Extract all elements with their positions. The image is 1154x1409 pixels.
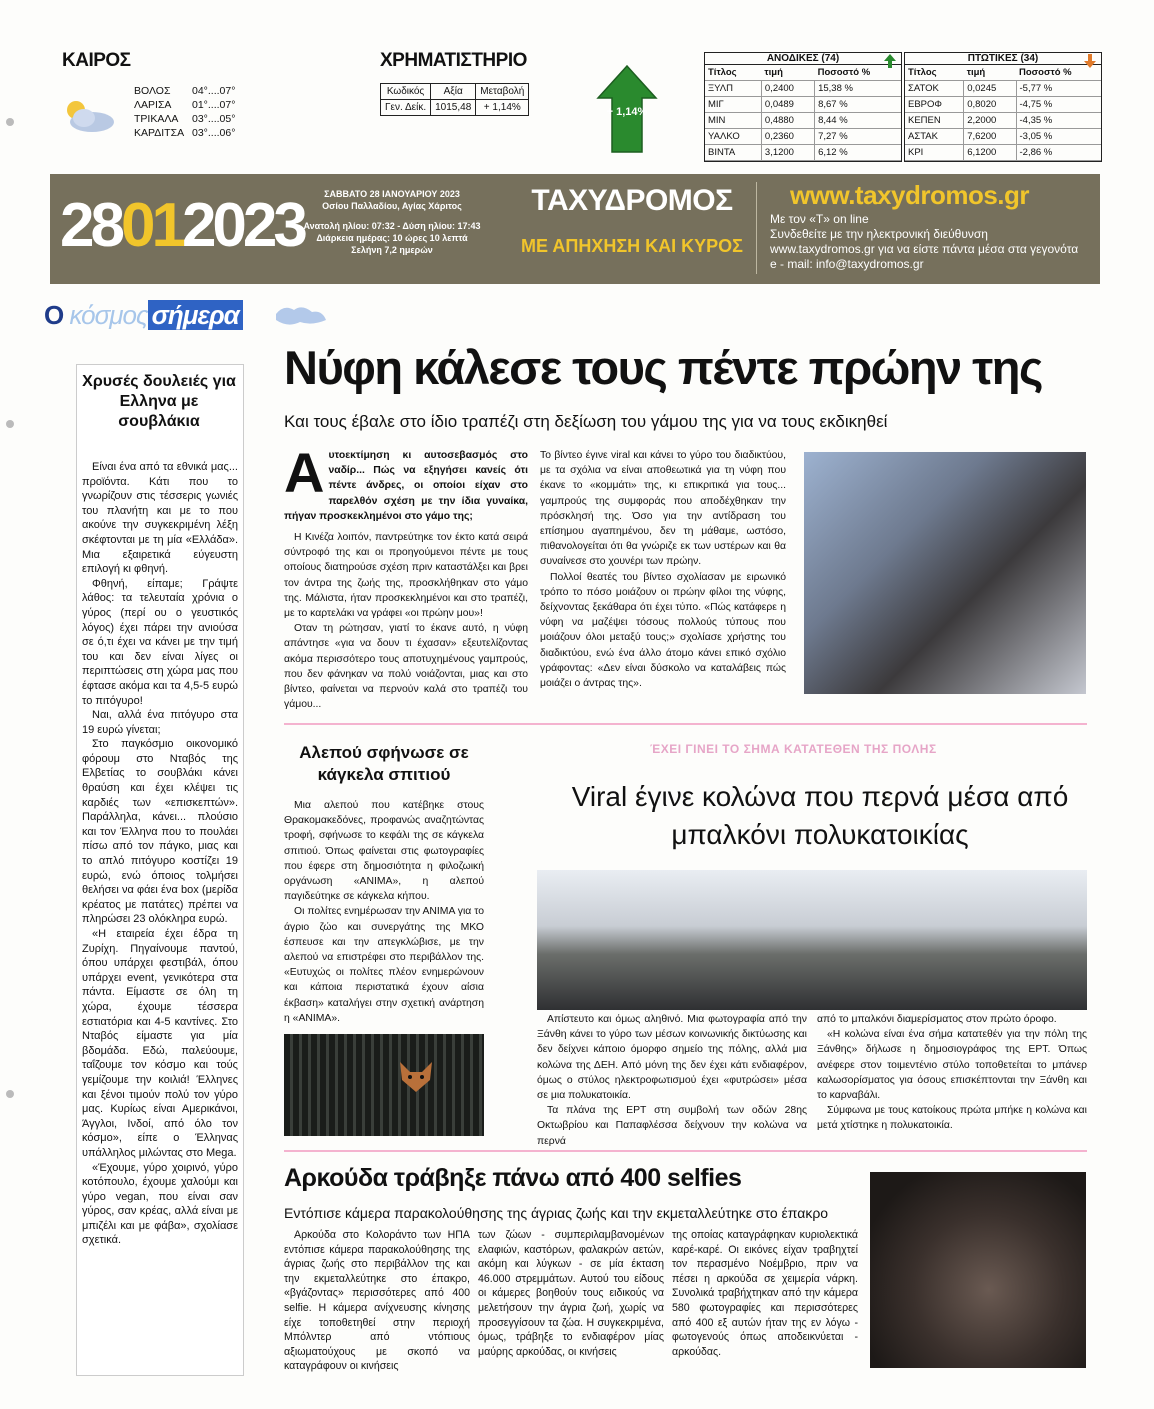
weather-title: ΚΑΙΡΟΣ [62,50,131,71]
site-link[interactable]: www.taxydromos.gr [790,180,1030,210]
date-info [302,188,482,256]
gainers-header: Ποσοστό % [815,65,901,81]
stock-price: 0,0245 [964,81,1016,97]
weather-list [134,84,235,140]
losers-header: Ποσοστό % [1016,65,1101,81]
stock-price: 7,6200 [964,129,1016,145]
market-cell: + 1,14% [476,100,529,116]
sun-times: Ανατολή ηλίου: 07:32 - Δύση ηλίου: 17:43 [303,221,481,231]
stock-change: 8,67 % [815,97,901,113]
main-paragraph: Το βίντεο έγινε viral και κάνει το γύρο του διαδικτύου, με τα σχόλια να είναι αποθεωτικά για τη νύφη που έκανε το «κομμάτι» της, κι επικριτικά για τους... γαμπρούς της συμφοράς που αποδέχθηκαν την πρόσκλησή της. Όσο για την αντίδραση του επίσημου αγαπημένου, δεν τη μάθαμε, ωστόσο, πιθανολογείται ότι θα γνώριζε εκ των υστέρων και θα συναίνεσε στο χουνέρι των πρώην. [540,450,786,568]
bear-paragraph: των ζώων - συμπεριλαμβανομένων ελαφιών, καστόρων, φαλακρών αετών, ακόμη και λύγκων - σε μία έκταση 46.000 στρεμμάτων. Αυτού του είδους οι κάμερες βοηθούν τους ειδικούς να μελετήσουν την άγρια ζωή, χωρίς να προσεγγίσουν τα ζώα. Η συγκεκριμένα, όμως, τράβηξε το ενδιαφέρον μίας μαύρης αρκούδας, οι κινήσεις [478,1229,664,1358]
main-column-2 [540,448,786,691]
weather-row [134,84,235,98]
section-simera: σήμερα [148,300,243,330]
green-up-arrow-icon [884,54,896,68]
main-paragraph: Η Κινέζα λοιπόν, παντρεύτηκε τον έκτο κατά σειρά σύντροφό της και οι προηγούμενοι πέντε με τους οποίους διατηρούσε σχέση πριν καταστάλξει και βρει τον άντρα της ζωής της, προσκλήθηκαν στο γάμο της. Μάλιστα, ήταν προσκεκλημένοι και στο τραπέζι, με το καρτελάκι να γράφει «οι πρώην μου»! [284,532,528,620]
section-kosmos: κόσμος [69,300,148,330]
bear-column-2 [478,1228,664,1359]
weather-row [134,126,235,140]
day-length: Διάρκεια ημέρας: 10 ώρες 10 λεπτά [316,233,468,243]
stock-name: ΣΑΤΟΚ [905,81,964,97]
gainers-table [704,52,902,162]
bear-column-1 [284,1228,470,1374]
market-table [380,83,529,116]
gainers-header: τιμή [761,65,814,81]
market-header: Μεταβολή [476,84,529,100]
market-header: Αξία [431,84,476,100]
fox-paragraph: Οι πολίτες ενημέρωσαν την ΑΝΙΜΑ για το άγριο ζώο και συνεργάτης της ΜΚΟ έσπευσε και την απεγκλώβισε, με την αλεπού να επιστρέφει στο περιβάλλον της. «Ευτυχώς οι πολίτες πλέον ενημερώνουν και κάποια περιστατικά έχουν αίσια έκβαση» καταλήγει στην σχετική ανάρτηση η «ΑΝΙΜΑ». [284,906,484,1024]
main-headline: Νύφη κάλεσε τους πέντε πρώην της [284,341,1042,394]
bear-photo [870,1172,1086,1368]
viral-paragraph: Απίστευτο και όμως αληθινό. Μια φωτογραφία από την Ξάνθη κάνει το γύρο των μέσων κοινωνικής δικτύωσης και δεν δείχνει κάποιο όμορφο σημείο της πόλης, αλλά μια κολώνα της ΔΕΗ. Από μόνη της δεν έχει κάτι ενδιαφέρον, όμως ο στύλος ηλεκτροφωτισμού έχει «φυτρώσει» μέσα σε μια πολυκατοικία. [537,1014,807,1102]
stock-name: ΞΥΛΠ [705,81,761,97]
date-year: 2023 [181,191,304,260]
wedding-photo [804,452,1086,694]
big-date [60,190,304,261]
section-header [44,300,243,331]
saints-text: Οσίου Παλλαδίου, Αγίας Χάριτος [322,201,462,211]
viral-paragraph: από το μπαλκόνι διαμερίσματος στον πρώτο όροφο. [817,1014,1057,1025]
cloudy-sun-icon [62,98,116,134]
date-day-text: ΣΑΒΒΑΤΟ 28 ΙΑΝΟΥΑΡΙΟΥ 2023 [324,189,460,199]
section-divider [284,1150,1087,1152]
site-info-line: Συνδεθείτε με την ηλεκτρονική διεύθυνση [770,227,988,241]
stock-name: ΒΙΝΤΑ [705,145,761,161]
gainers-title: ΑΝΟΔΙΚΕΣ (74) [705,53,901,65]
viral-paragraph: Τα πλάνα της ΕΡΤ στη συμβολή των οδών 28ης Οκτωβρίου και Παπαφλέσσα δείχνουν την κολώνα να περνά [537,1105,807,1147]
site-info-line: www.taxydromos.gr για να είστε πάντα μέσα στα γεγονότα [770,242,1079,256]
losers-table [904,52,1102,162]
site-info [770,212,1078,272]
bear-paragraph: της οποίας καταγράφηκαν κυριολεκτικά καρέ-καρέ. Οι εικόνες είχαν τραβηχτεί τον περασμένο Νοέμβριο, πριν να πέσει η αρκούδα σε χειμερία νάρκη. Συνολικά τραβήχτηκαν από την κάμερα 580 φωτογραφίες και περισσότερες από 400 εξ αυτών ήταν της εν λόγω - φωτογενούς όπως αποδεικνύεται - αρκούδας. [672,1229,858,1358]
stock-price: 6,1200 [964,145,1016,161]
stock-price: 0,0489 [761,97,814,113]
stock-name: ΜΙΓ [705,97,761,113]
viral-paragraph: Σύμφωνα με τους κατοίκους πρώτα μπήκε η κολώνα και μετά χτίστηκε η πολυκατοικία. [817,1105,1087,1132]
section-o: Ο [44,300,64,330]
fox-photo [284,1034,484,1136]
paper-name: ΤΑΧΥΔΡΟΜΟΣ [531,184,733,217]
stock-name: ΚΡΙ [905,145,964,161]
losers-header: τιμή [964,65,1016,81]
bear-subtitle: Εντόπισε κάμερα παρακολούθησης της άγριας ζωής και την εκμεταλλεύτηκε στο έπακρο [284,1205,829,1221]
binder-hole [6,1090,14,1098]
viral-paragraph: «Η κολώνα είναι ένα σήμα κατατεθέν για την πόλη της Ξάνθης» δήλωσε η δημοσιογράφος της ΕΡΤ. Όπως ανέφερε στον τοιμεντένιο στύλο τοποθετείται το μπάνερ καλωσορίσματος για όσους επισκέπτονται την Ξάνθη και το καρναβάλι. [817,1029,1087,1102]
orange-down-arrow-icon [1084,54,1096,68]
binder-hole [6,420,14,428]
left-paragraph: «Έχουμε, γύρο χοιρινό, γύρο κοτόπουλο, έχουμε χαλούμι και γύρο vegan, που είναι σαν γύρος, σαν κρέας, αλλά είναι με μπιζέλι και με φάβα», σχολίασε σχετικά. [82,1161,238,1247]
weather-range: 04°....07° [192,85,236,97]
viral-column-1 [537,1012,807,1149]
stock-price: 0,2360 [761,129,814,145]
left-paragraph: Στο παγκόσμιο οικονομικό φόρουμ στο Νταβός της Ελβετίας το σουβλάκι κάνει θραύση και έχει κλέψει τις καρδιές των «επισκεπτών». Παράλληλα, κάνει... πλούσιο και τον Έλληνα που το πουλάει πίσω από τον πάγκο, μιας και το απλό πιτόγυρο κοστίζει 19 ευρώ, ενώ όποιος τολμήσει θελήσει να φάει ένα box (μερίδα κρέατος με πατάτες) πρέπει να πληρώσει 23 ολόκληρα ευρώ. [82,738,238,926]
weather-row [134,98,235,112]
bear-title: Αρκούδα τράβηξε πάνω από 400 selfies [284,1164,742,1192]
stock-change: -4,75 % [1016,97,1101,113]
stock-price: 0,8020 [964,97,1016,113]
gainers-header: Τίτλος [705,65,761,81]
stock-change: 6,12 % [815,145,901,161]
main-lead: υτοεκτίμηση κι αυτοσεβασμός στο ναδίρ... Πώς να εξηγήσει κανείς ότι πέντε άνδρες, οι οποίοι είχαν στο παρελθόν σχέση με την ίδια γυναίκα, πήγαν προσκεκλημένοι στο γάμο της; [284,450,528,522]
stock-change: 7,27 % [815,129,901,145]
weather-city: ΒΟΛΟΣ [134,85,171,97]
market-cell: 1015,48 [431,100,476,116]
stock-change: -3,05 % [1016,129,1101,145]
globe-map-icon [272,300,328,330]
market-header: Κωδικός [381,84,431,100]
stock-change: -2,86 % [1016,145,1101,161]
stock-price: 3,1200 [761,145,814,161]
banner-divider [756,182,757,274]
fox-article [284,798,484,1026]
viral-kicker: ΈΧΕΙ ΓΙΝΕΙ ΤΟ ΣΗΜΑ ΚΑΤΑΤΕΘΕΝ ΤΗΣ ΠΟΛΗΣ [650,742,937,756]
date-day: 28 [60,191,121,260]
stock-change: 8,44 % [815,113,901,129]
main-subheadline: Και τους έβαλε στο ίδιο τραπέζι στη δεξίωση του γάμου της για να τους εκδικηθεί [284,412,888,431]
stock-price: 0,4880 [761,113,814,129]
viral-column-2 [817,1012,1087,1134]
viral-title: Viral έγινε κολώνα που περνά μέσα από μπαλκόνι πολυκατοικίας [571,781,1069,850]
stock-name: ΑΣΤΑΚ [905,129,964,145]
weather-row [134,112,235,126]
stock-name: ΜΙΝ [705,113,761,129]
bear-paragraph: Αρκούδα στο Κολοράντο των ΗΠΑ εντόπισε κάμερα παρακολούθησης της άγριας ζωής στο περιβάλλον της και την εκμεταλλεύτηκε στο έπακρο, «βγάζοντας» περισσότερες από 400 selfie. Η κάμερα ανίχνευσης κίνησης είχε τοποθετηθεί στην περιοχή Μπόλντερ από ντόπιους αξιωματούχους με σκοπό να καταγράφουν οι κινήσεις [284,1229,470,1373]
balcony-pole-photo [537,870,1087,1010]
weather-city: ΛΑΡΙΣΑ [134,99,172,111]
bear-column-3 [672,1228,858,1359]
stock-name: ΕΒΡΟΦ [905,97,964,113]
left-paragraph: Φθηνή, είπαμε; Γράψτε λάθος: τα τελευταία χρόνια ο γύρος (περί ου ο γευστικός λόγος) έχει πάρει την ανιούσα σε ό,τι έχει να κάνει με την τιμή του και δεν είναι λίγες οι περιπτώσεις στη χώρα μας που έφτασε ακόμα και τα 4,5-5 ευρώ το πιτόγυρο! [82,577,238,707]
left-paragraph: Είναι ένα από τα εθνικά μας... προϊόντα. Κάτι που το γνωρίζουν στις τέσσερις γωνιές του πλανήτη και με το που ακούνε την συγκεκριμένη λέξη σκέφτονται με τη μία «Ελλάδα». Μια εξαιρετικά εύγευστη επιλογή κι φθηνή. [82,461,238,576]
binder-hole [6,118,14,126]
stock-change: 15,38 % [815,81,901,97]
main-column-1 [284,441,528,712]
fox-title: Αλεπού σφήνωσε σε κάγκελα σπιτιού [299,743,469,784]
left-paragraph: «Η εταιρεία έχει έδρα τη Ζυρίχη. Πηγαίνουμε παντού, όπου υπάρχει φεστιβάλ, όπου υπάρχει event, γενικότερα στα πάντα. Είμαστε σε όλη τη χώρα, έχουμε τέσσερα εστιατόρια και 4-5 καντίνες. Στο Νταβός είμαστε για μία βδομάδα. Εδώ, παλεύουμε, ταΐζουμε τον κόσμο και τούς γεμίζουμε την κοιλιά! Έλληνες και ξένοι τιμούν πολύ τον γύρο μας. Κυρίως είναι Αμερικάνοι, Άγγλοι, Ινδοί, από όλο τον κόσμο», είπε ο Έλληνας υπάλληλος μιλώντας στο Mega. [82,928,238,1159]
weather-city: ΤΡΙΚΑΛΑ [134,113,179,125]
market-cell: Γεν. Δείκ. [381,100,431,116]
site-info-line: Με τον «Τ» on line [770,212,869,226]
drop-cap: Α [284,441,325,504]
main-paragraph: Οταν τη ρώτησαν, γιατί το έκανε αυτό, η νύφη απάντησε «για να δουν τι έχασαν» εξευτελίζοντας ακόμα περισσότερο τους αποτυχημένους γαμπρούς, που δεν φάνηκαν να πολύ νοιάζονται, μιας και στο βίντεο, φαίνεται να περνούν καλά στο τραπέζι του γάμου... [284,623,528,711]
section-divider [284,723,1087,725]
losers-header: Τίτλος [905,65,964,81]
left-title: Χρυσές δουλειές για Ελληνα με σουβλάκια [82,373,236,430]
market-title: ΧΡΗΜΑΤΙΣΤΗΡΙΟ [380,50,527,71]
date-month: 01 [120,191,182,260]
weather-range: 03°....06° [192,127,236,139]
weather-city: ΚΑΡΔΙΤΣΑ [134,127,185,139]
weather-range: 01°....07° [192,99,236,111]
stock-change: -4,35 % [1016,113,1101,129]
losers-title: ΠΤΩΤΙΚΕΣ (34) [905,53,1101,65]
email-line: e - mail: info@taxydromos.gr [770,257,924,271]
fox-paragraph: Μια αλεπού που κατέβηκε στους Θρακομακεδόνες, προφανώς αναζητώντας τροφή, σφήνωσε το κεφάλι της σε κάγκελα σπιτιού. Όπως φαίνεται στις φωτογραφίες που έφερε στη δημοσιότητα η φιλοζωική οργάνωση «ΑΝΙΜΑ», η αλεπού παγιδεύτηκε σε κάγκελα κήπου. [284,800,484,903]
stock-price: 2,2000 [964,113,1016,129]
main-paragraph: Πολλοί θεατές του βίντεο σχολίασαν με ειρωνικό τρόπο το πόσο μοιάζουν οι πρώην φίλοι της νύφης, δείχνοντας ξεκάθαρα ότι έχει τύπο. «Πώς κατάφερε η νύφη να μαζέψει τόσους πολλούς τύπους που μοιάζουν όλοι μεταξύ τους;» σχολίασε χρήστης του διαδικτύου, ενώ ένα άλλο άτομο κάνει επικό σχόλιο γράφοντας: «Δεν είναι δύσκολο να καταλάβεις πώς μοιάζει ο άντρας της». [540,571,786,690]
left-paragraph: Ναι, αλλά ένα πιτόγυρο στα 19 ευρώ γίνεται; [82,709,238,736]
fox-face-icon [396,1060,436,1094]
weather-range: 03°....05° [192,113,236,125]
stock-name: ΥΑΛΚΟ [705,129,761,145]
moon-age: Σελήνη 7,2 ημερών [351,245,433,255]
stock-change: -5,77 % [1016,81,1101,97]
left-article [82,460,238,1248]
market-arrow-label: + 1,14% [606,106,648,118]
paper-slogan: ΜΕ ΑΠΗΧΗΣΗ ΚΑΙ ΚΥΡΟΣ [521,236,743,256]
stock-name: ΚΕΠΕΝ [905,113,964,129]
stock-price: 0,2400 [761,81,814,97]
